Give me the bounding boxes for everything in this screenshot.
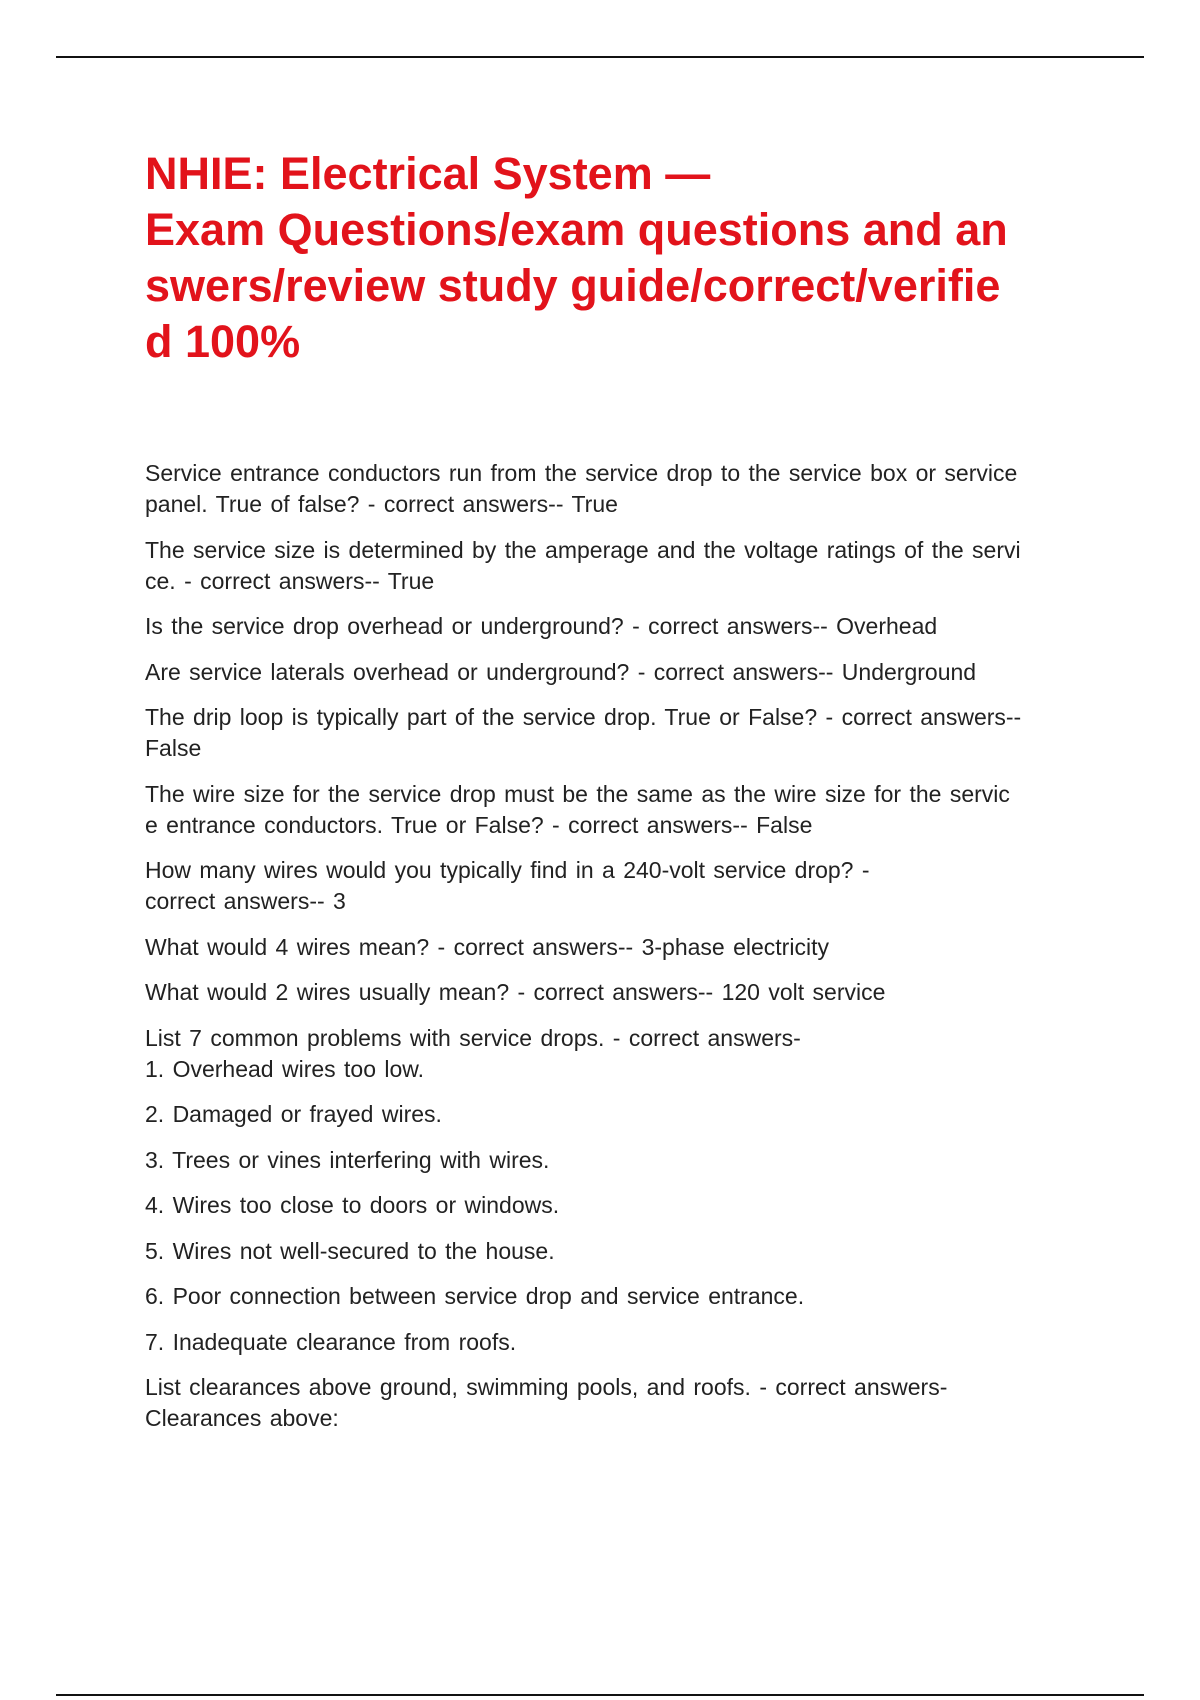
- document-title: NHIE: Electrical System — Exam Questions/exam questions and an swers/review study guide/correct/verifie d 100%: [145, 148, 1008, 367]
- list-item: 7. Inadequate clearance from roofs.: [145, 1328, 517, 1355]
- qa-paragraph: What would 2 wires usually mean? - correct answers-- 120 volt service: [145, 979, 886, 1005]
- header-rule: [56, 56, 1144, 58]
- qa-paragraph: Are service laterals overhead or underground? - correct answers-- Underground: [145, 658, 977, 685]
- qa-paragraph: List clearances above ground, swimming pools, and roofs. - correct answers- Clearances above:: [145, 1374, 948, 1431]
- qa-paragraph: List 7 common problems with service drops. - correct answers- 1. Overhead wires too low.: [145, 1024, 801, 1082]
- qa-paragraph: The drip loop is typically part of the service drop. True or False? - correct answers-- False: [145, 704, 1022, 761]
- list-item: 4. Wires too close to doors or windows.: [145, 1192, 560, 1218]
- list-item: 5. Wires not well-secured to the house.: [145, 1237, 555, 1264]
- qa-paragraph: The wire size for the service drop must be the same as the wire size for the servic e entrance conductors. True or False? - correct answers-- False: [145, 780, 1010, 838]
- qa-paragraph: Is the service drop overhead or underground? - correct answers-- Overhead: [145, 613, 938, 639]
- qa-paragraph: What would 4 wires mean? - correct answers-- 3-phase electricity: [145, 933, 829, 960]
- list-item: 3. Trees or vines interfering with wires.: [145, 1146, 550, 1173]
- qa-paragraph: The service size is determined by the amperage and the voltage ratings of the servi ce. - correct answers-- True: [145, 536, 1021, 594]
- document-body: [145, 458, 1085, 1449]
- list-item: 6. Poor connection between service drop and service entrance.: [145, 1283, 805, 1309]
- list-item: 2. Damaged or frayed wires.: [145, 1101, 442, 1127]
- qa-paragraph: Service entrance conductors run from the service drop to the service box or service panel. True of false? - correct answers-- True: [145, 460, 1018, 517]
- footer-rule: [56, 1694, 1144, 1696]
- qa-paragraph: How many wires would you typically find in a 240-volt service drop? - correct answers-- 3: [145, 857, 870, 914]
